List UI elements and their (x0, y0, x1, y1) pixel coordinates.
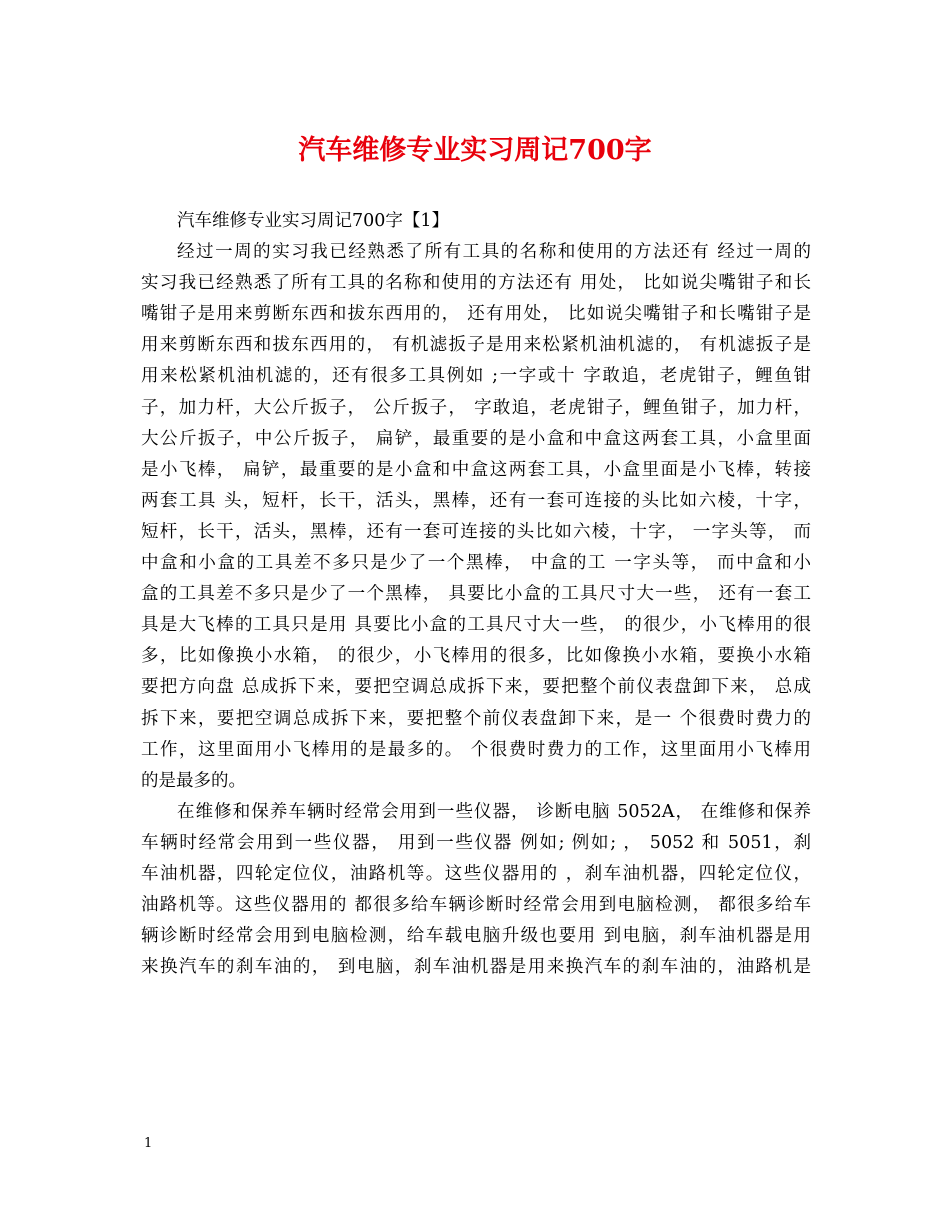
document-title: 汽车维修专业实习周记700字 (298, 135, 652, 166)
text-line: 经过一周的实习我已经熟悉了所有工具的名称和使用的方法还有 经过一周的 (177, 242, 811, 263)
text-line: 两套工具 头，短杆，长干，活头，黑棒，还有一套可连接的头比如六棱，十字， (141, 490, 811, 511)
text-line: 来换汽车的刹车油的， 到电脑，刹车油机器是用来换汽车的刹车油的，油路机是 (141, 957, 811, 978)
text-line: 中盒和小盒的工具差不多只是少了一个黑棒， 中盒的工 一字头等， 而中盒和小 (141, 553, 811, 574)
text-line: 车油机器，四轮定位仪，油路机等。这些仪器用的 ，刹车油机器，四轮定位仪， (141, 863, 811, 884)
text-line: 油路机等。这些仪器用的 都很多给车辆诊断时经常会用到电脑检测， 都很多给车 (141, 895, 811, 916)
text-line: 工作，这里面用小飞棒用的是最多的。 个很费时费力的工作，这里面用小飞棒用 (141, 739, 811, 760)
text-line: 具是大飞棒的工具只是用 具要比小盒的工具尺寸大一些， 的很少，小飞棒用的很 (141, 615, 811, 636)
text-line: 大公斤扳子，中公斤扳子， 扁铲，最重要的是小盒和中盒这两套工具，小盒里面 (141, 428, 811, 449)
document-body (141, 206, 811, 983)
text-line: 车辆时经常会用到一些仪器， 用到一些仪器 例如; 例如; ， 5052 和 5051，刹 (141, 832, 811, 853)
text-line: 汽车维修专业实习周记700字【1】 (177, 211, 450, 231)
text-line: 短杆，长干，活头，黑棒，还有一套可连接的头比如六棱，十字， 一字头等， 而 (141, 521, 811, 542)
text-line: 子，加力杆，大公斤扳子， 公斤扳子， 字敢追，老虎钳子，鲤鱼钳子，加力杆， (141, 397, 811, 418)
page-number: 1 (144, 1136, 153, 1151)
text-line: 在维修和保养车辆时经常会用到一些仪器， 诊断电脑 5052A， 在维修和保养 (177, 801, 811, 822)
text-line: 实习我已经熟悉了所有工具的名称和使用的方法还有 用处， 比如说尖嘴钳子和长 (141, 273, 811, 294)
text-line: 盒的工具差不多只是少了一个黑棒， 具要比小盒的工具尺寸大一些， 还有一套工 (141, 584, 811, 605)
text-line: 用来剪断东西和拔东西用的， 有机滤扳子是用来松紧机油机滤的， 有机滤扳子是 (141, 335, 811, 356)
text-line: 的是最多的。 (141, 770, 246, 791)
text-line: 拆下来，要把空调总成拆下来，要把整个前仪表盘卸下来，是一 个很费时费力的 (141, 708, 811, 729)
text-line: 要把方向盘 总成拆下来，要把空调总成拆下来，要把整个前仪表盘卸下来， 总成 (141, 677, 811, 698)
text-line: 嘴钳子是用来剪断东西和拔东西用的， 还有用处， 比如说尖嘴钳子和长嘴钳子是 (141, 304, 811, 325)
text-line: 辆诊断时经常会用到电脑检测，给车载电脑升级也要用 到电脑，刹车油机器是用 (141, 926, 811, 947)
text-line: 多，比如像换小水箱， 的很少，小飞棒用的很多，比如像换小水箱，要换小水箱 (141, 646, 811, 667)
text-line: 是小飞棒， 扁铲，最重要的是小盒和中盒这两套工具，小盒里面是小飞棒，转接 (141, 459, 811, 480)
text-line: 用来松紧机油机滤的，还有很多工具例如 ;一字或十 字敢追，老虎钳子，鲤鱼钳 (141, 366, 811, 387)
